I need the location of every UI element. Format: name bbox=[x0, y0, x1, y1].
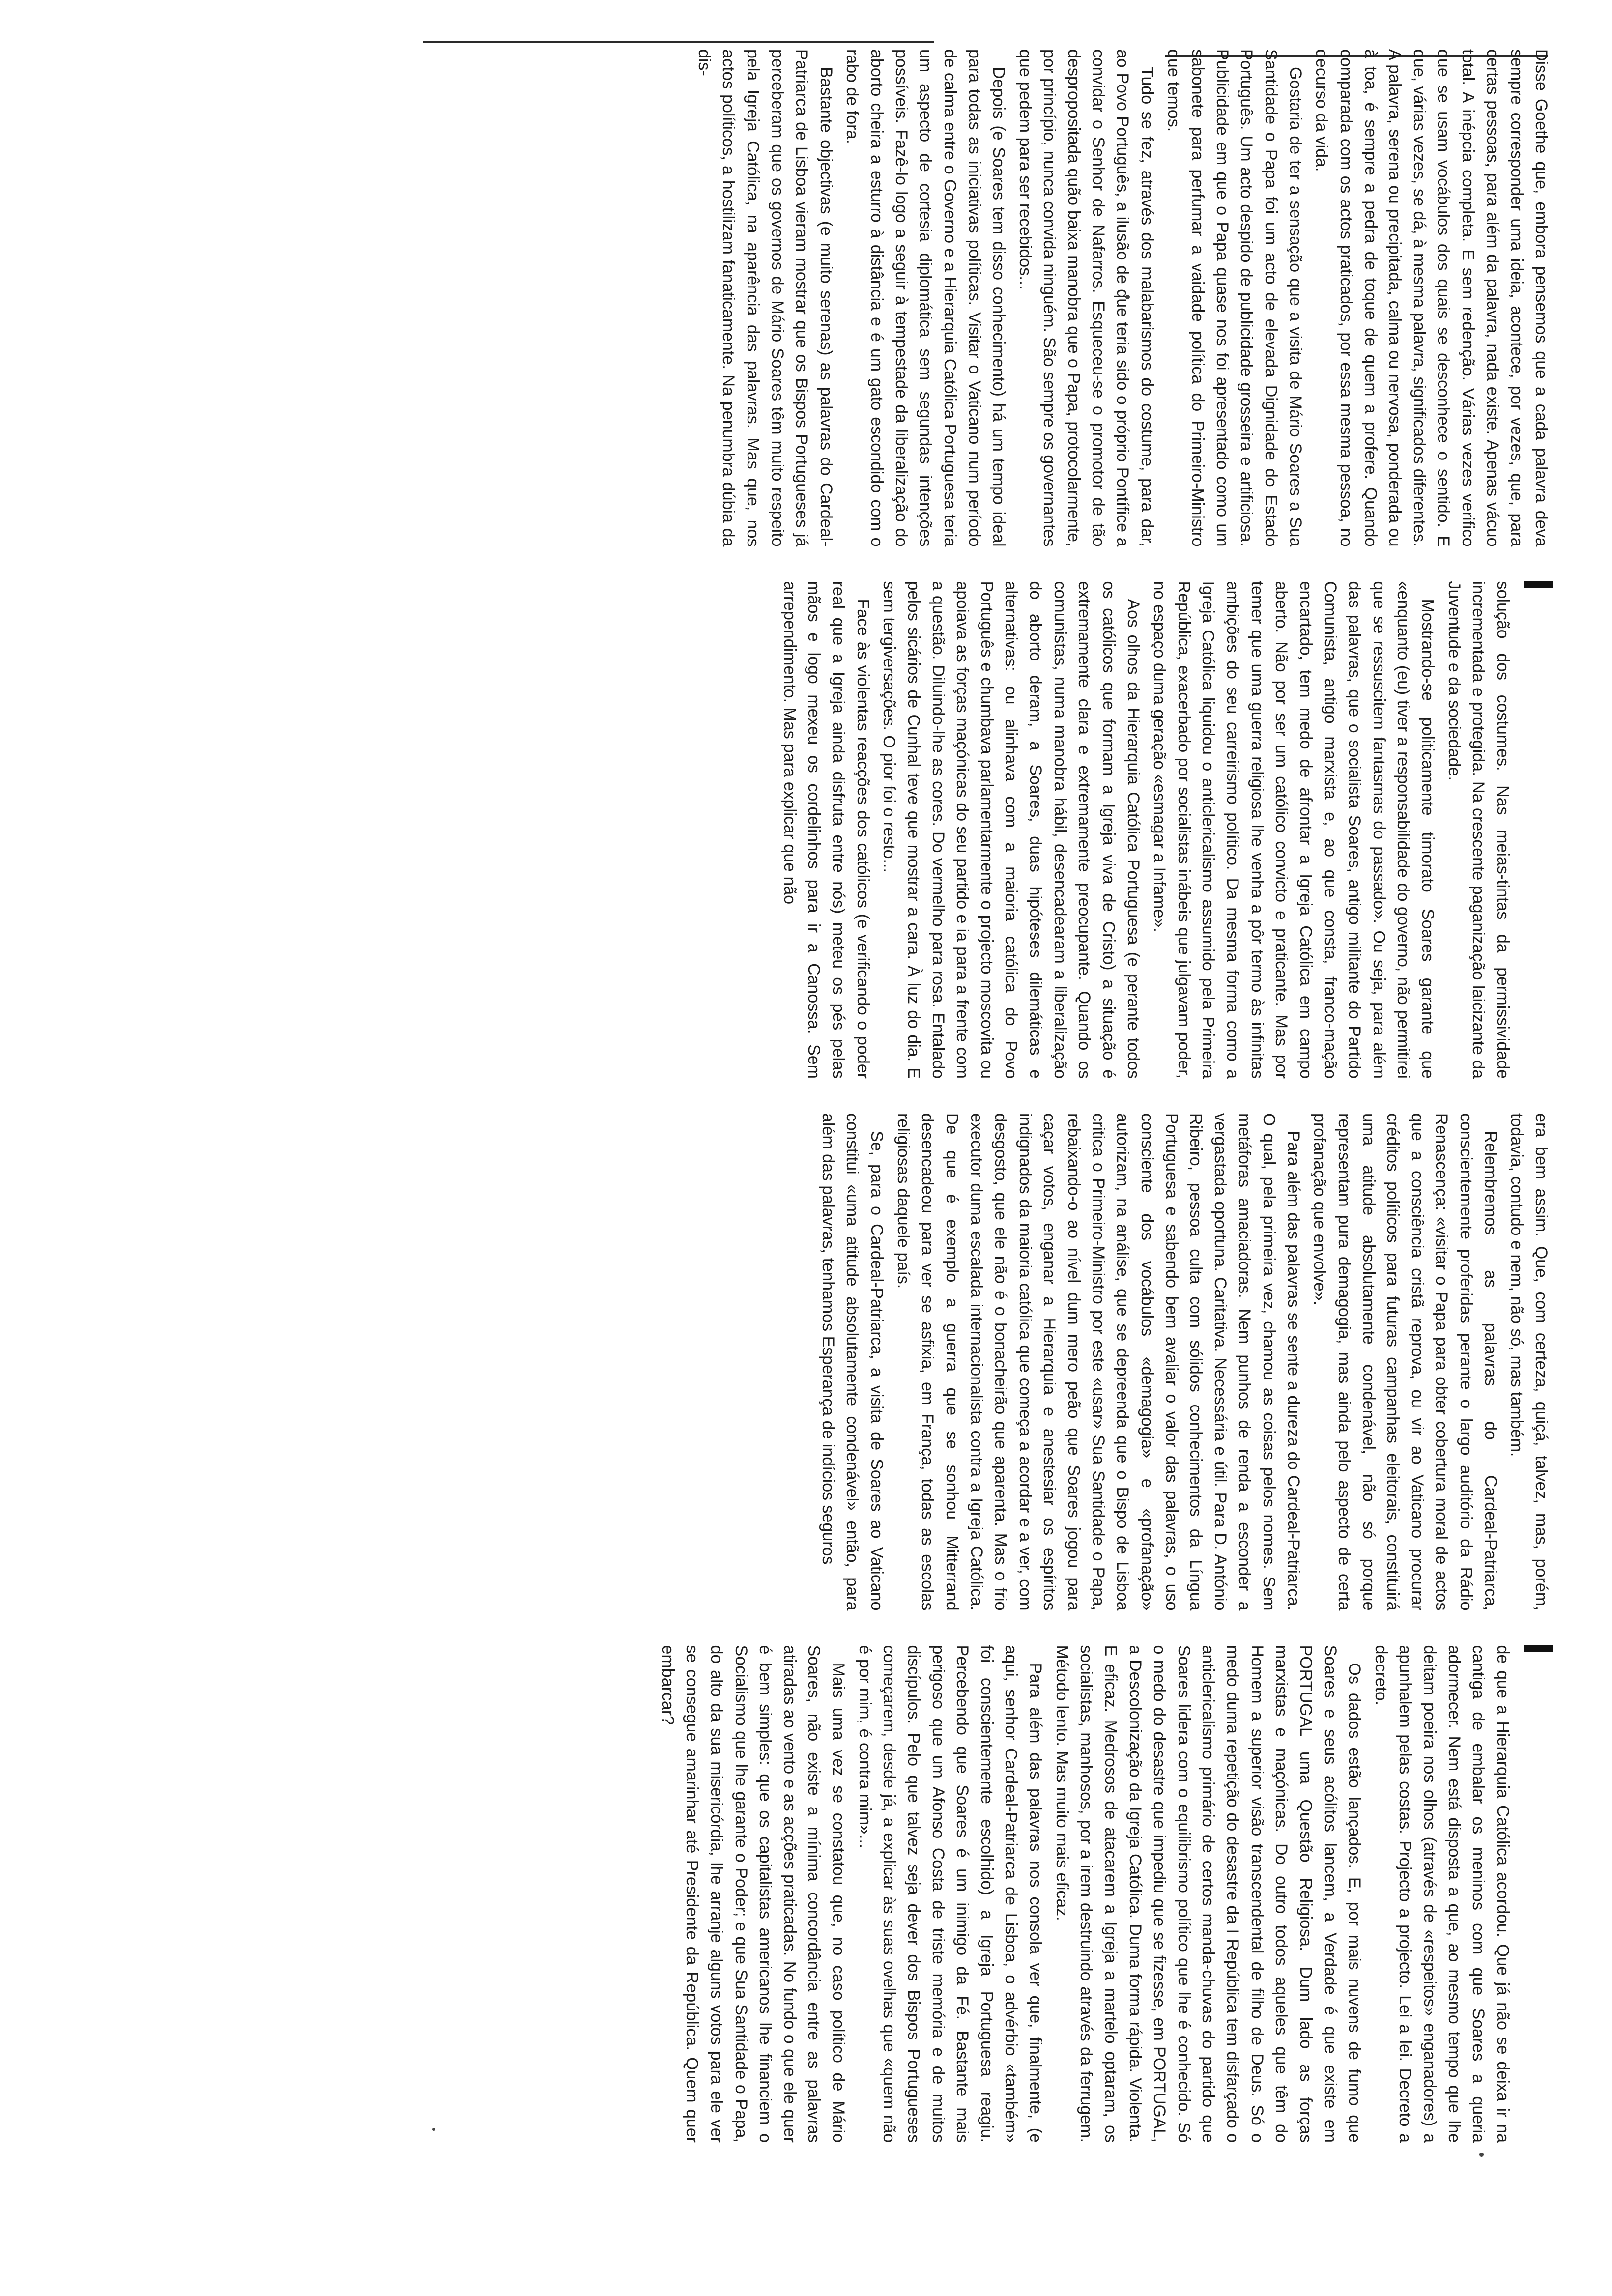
paragraph: Depois (e Soares tem disso conhecimento) há um tempo ideal para todas as iniciativas políticas. Visitar o Vaticano num período de calma entre o Governo e a Hierarquia Católica Portuguesa teria um aspecto de cortesia diplomática sem segundas intenções possíveis. Fazê-lo logo a seguir à tempestade da liberalização do aborto cheira a esturro à distância e é um gato escondido com o rabo de fora. bbox=[843, 49, 1008, 547]
paragraph: Se, para o Cardeal-Patriarca, a visita de Soares ao Vaticano constitui «uma atitude absolutamente condenável» então, para além das palavras, tenhamos Esperança de indícios seguros bbox=[818, 1113, 887, 1611]
paragraph: Mais uma vez se constatou que, no caso político de Mário Soares, não existe a mínima concordância entre as palavras atiradas ao vento e as acções praticadas. No fundo o que ele quer é bem simples: que os capitalistas americanos lhe financiem o Socialismo que lhe garante o Poder; e que Sua Santidade o Papa, do alto da sua misericórdia, lhe arranje alguns votos para ele ver se consegue amarinhar até Presidente da República. Quem quer embarcar? bbox=[658, 1645, 848, 2143]
paragraph: solução dos costumes. Nas meias-tintas da permissividade incrementada e protegida. Na crescente paganização laicizante da Juventude e da sociedade. bbox=[1444, 581, 1512, 1079]
paragraph: Mostrando-se politicamente timorato Soares garante que «enquanto (eu) tiver a responsabilidade do governo, não permitirei que se ressuscitem fantasmas do passado». Ou seja, para além das palavras, que o socialista Soares, antigo militante do Partido Comunista, antigo marxista e, ao que consta, franco-mação encartado, tem medo de afrontar a Igreja Católica em campo aberto. Não por ser um católico convicto e praticante. Mas por temer que uma guerra religiosa lhe venha a pôr termo às infinitas ambições do seu carreirismo político. Da mesma forma como a Igreja Católica liquidou o anticlericalismo assumido pela Primeira República, exacerbado por socialistas inábeis que julgavam poder, no espaço duma geração «esmagar a Infame». bbox=[1150, 581, 1438, 1079]
paragraph: Para além das palavras nos consola ver que, finalmente, (e aqui, senhor Cardeal-Patriarca de Lisboa, o advérbio «também» foi conscientemente escolhido) a Igreja Portuguesa reagiu. Percebendo que Soares é um inimigo da Fé. Bastante mais perigoso que um Afonso Costa de triste memória e de muitos discípulos. Pelo que talvez seja dever dos Bispos Portugueses começarem, desde já, a explicar às suas ovelhas que «quem não é por mim, é contra mim»... bbox=[855, 1645, 1045, 2143]
paragraph: Para além das palavras se sente a dureza do Cardeal-Patriarca. O qual, pela primeira vez, chamou as coisas pelos nomes. Sem metáforas amaciadoras. Nem punhos de renda a esconder a vergastada oportuna. Caritativa. Necessária e útil. Para D. António Ribeiro, pessoa culta com sólidos conhecimentos da Língua Portuguesa e sabendo bem avaliar o valor das palavras, o uso consciente dos vocábulos «demagogia» e «profanação» autorizam, na análise, que se depreenda que o Bispo de Lisboa critica o Primeiro-Ministro por este «usar» Sua Santidade o Papa, rebaixando-o ao nível dum mero peão que Soares jogou para caçar votos, enganar a Hierarquia e anestesiar os espíritos indignados da maioria católica que começa a acordar e a ver, com desgosto, que ele não é o bonacheirão que aparenta. Mas o frio executor duma escalada internacionalista contra a Igreja Católica. De que é exemplo a guerra que se sonhou Mitterrand desencadeou para ver se asfixia, em França, todas as escolas religiosas daquele país. bbox=[893, 1113, 1303, 1611]
paragraph: era bem assim. Que, com certeza, quiçá, talvez, mas, porém, todavia, contudo e nem, não só, mas também. bbox=[1507, 1113, 1551, 1611]
scan-speck bbox=[1479, 2152, 1484, 2157]
paragraph: Gostaria de ter a sensação que a visita de Mário Soares a Sua Santidade o Papa foi um acto de elevada Dignidade do Estado Português. Um acto despido de publicidade grosseira e artificiosa. Publicidade em que o Papa quase nos foi apresentado como um sabonete para perfumar a vaidade política do Primeiro-Ministro que temos. bbox=[1164, 49, 1305, 547]
paragraph: Tudo se fez, através dos malabarismos do costume, para dar, ao Povo Português, a ilusão de que teria sido o próprio Pontífice a convidar o Senhor de Nafarros. Esqueceu-se o promotor de tão despropositada quão baixa manobra que o Papa, protocolarmente, por princípio, nunca convida ninguém. São sempre os governantes que pedem para ser recebidos... bbox=[1015, 49, 1156, 547]
article-column-4 bbox=[98, 1645, 1553, 2143]
article-column-2 bbox=[98, 581, 1553, 1079]
column-break-mark bbox=[1524, 1645, 1553, 1652]
paragraph: Bastante objectivas (e muito serenas) as palavras do Cardeal-Patriarca de Lisboa vieram mostrar que os Bispos Portugueses já perceberam que os governos de Mário Soares têm muito respeito pela Igreja Católica, na aparência das palavras. Mas que, nos actos políticos, a hostilizam fanaticamente. Na penumbra dúbia da dis- bbox=[694, 49, 835, 547]
article-body bbox=[98, 39, 1553, 2152]
paragraph: Face às violentas reacções dos católicos (e verificando o poder real que a Igreja ainda disfruta entre nós) meteu os pés pelas mãos e logo mexeu os cordelinhos para ir a Canossa. Sem arrependimento. Mas para explicar que não bbox=[780, 581, 872, 1079]
article-column-3 bbox=[98, 1113, 1553, 1611]
column-break-mark bbox=[1524, 581, 1553, 588]
article-column-1 bbox=[98, 49, 1553, 547]
paragraph: de que a Hierarquia Católica acordou. Que já não se deixa ir na cantiga de embalar os meninos com que Soares a queria adormecer. Nem está disposta a que, ao mesmo tempo que lhe deitam poeira nos olhos (através de «respeitos» enganadores) a apunhalem pelas costas. Projecto a projecto. Lei a lei. Decreto a decreto. bbox=[1371, 1645, 1512, 2143]
paragraph: Aos olhos da Hierarquia Católica Portuguesa (e perante todos os católicos que formam a Igreja viva de Cristo) a situação é extremamente clara e extremamente preocupante. Quando os comunistas, numa manobra hábil, desencadearam a liberalização do aborto deram, a Soares, duas hipóteses dilemáticas e alternativas: ou alinhava com a maioria católica do Povo Português e chumbava parlamentarmente o projecto moscovita ou apoiava as forças maçónicas do seu partido e ia para a frente com a questão. Diluindo-lhe as cores. Do vermelho para rosa. Entalado pelos sicários de Cunhal teve que mostrar a cara. À luz do dia. E sem tergiversações. O pior foi o resto... bbox=[880, 581, 1143, 1079]
paragraph: Os dados estão lançados. E, por mais nuvens de fumo que Soares e seus acólitos lancem, a Verdade é que existe em PORTUGAL uma Questão Religiosa. Dum lado as forças marxistas e maçónicas. Do outro todos aqueles que têm do Homem a superior visão transcendental de filho de Deus. Só o medo duma repetição do desastre da I República tem disfarçado o anticlericalismo primário de certos manda-chuvas do partido que Soares lidera com o equilibrismo político que lhe é conhecido. Só o medo do desastre que impediu que se fizesse, em PORTUGAL, a Descolonização da Igreja Católica. Duma forma rápida. Violenta. E eficaz. Medrosos de atacarem a Igreja a martelo optaram, os socialistas, manhosos, por a irem destruindo através da ferrugem. Método lento. Mas muito mais eficaz. bbox=[1052, 1645, 1364, 2143]
paragraph: Disse Goethe que, embora pensemos que a cada palavra deva sempre corresponder uma ideia, acontece, por vezes, que, para certas pessoas, para além da palavra, nada existe. Apenas vácuo total. A inépcia completa. E sem redenção. Várias vezes verifico que se usam vocábulos dos quais se desconhece o sentido. E que, várias vezes, se dá, à mesma palavra, significados diferentes. A palavra, serena ou precipitada, calma ou nervosa, ponderada ou à toa, é sempre a pedra de toque de quem a profere. Quando comparada com os actos praticados, por essa mesma pessoa, no decurso da vida. bbox=[1312, 49, 1551, 547]
paragraph: Relembremos as palavras do Cardeal-Patriarca, conscientemente proferidas perante o largo auditório da Rádio Renascença: «visitar o Papa para obter cobertura moral de actos que a consciência cristã reprova, ou vir ao Vaticano procurar créditos políticos para futuras campanhas eleitorais, constituirá uma atitude absolutamente condenável, não só porque representam pura demagogia, mas ainda pelo aspecto de certa profanação que envolve». bbox=[1310, 1113, 1500, 1611]
